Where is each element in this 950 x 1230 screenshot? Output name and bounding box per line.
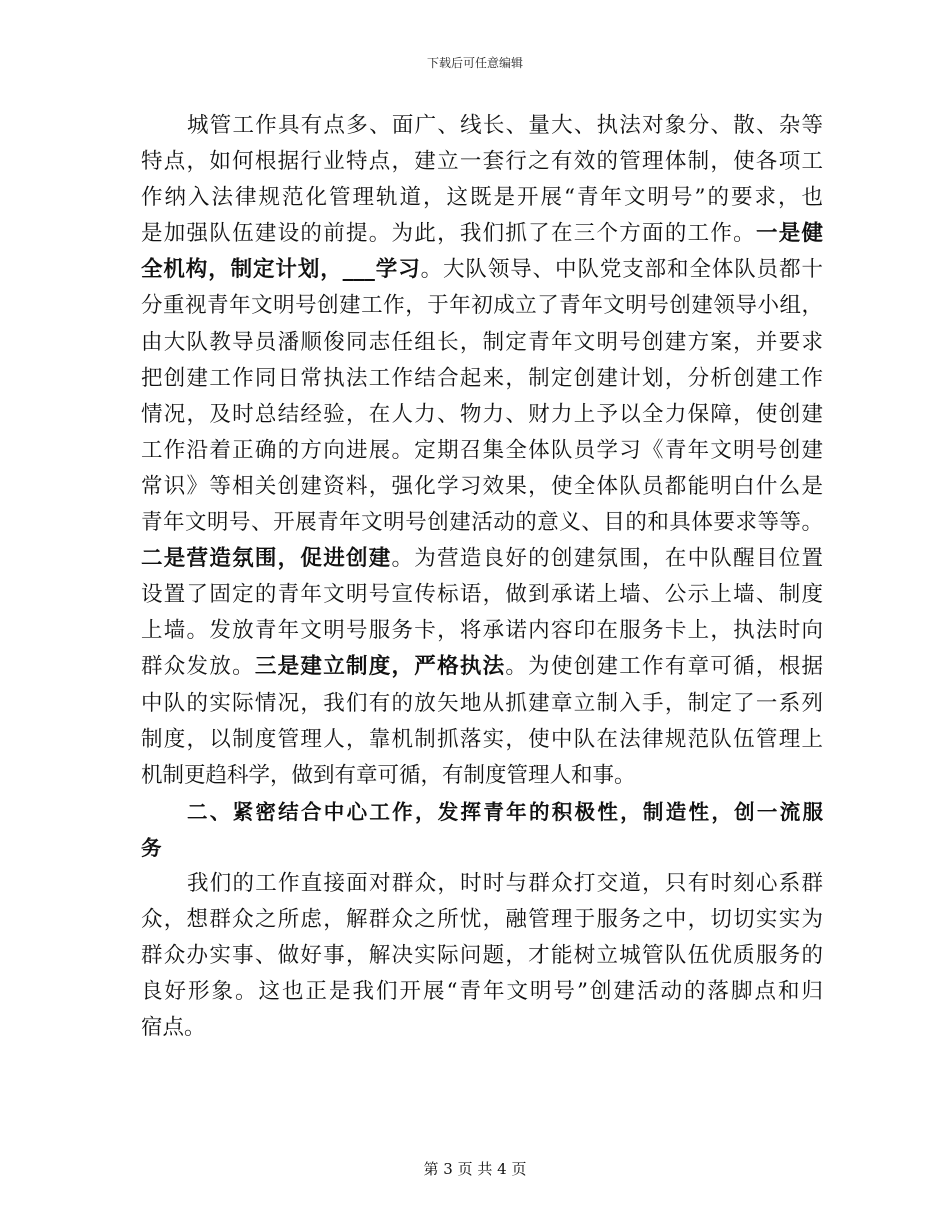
key-point-1-start: 一是健 (755, 221, 823, 247)
paragraph-1-line-4 (141, 216, 823, 252)
paragraph-1-line-18: 制度，以制度管理人，靠机制抓落实，使中队在法律规范队伍管理上 (141, 726, 823, 752)
paragraph-1-line-11: 常识》等相关创建资料，强化学习效果，使全体队员都能明白什么是 (141, 473, 823, 499)
paragraph-1-line-16-tail: 。为使创建工作有章可循，根据 (505, 654, 823, 680)
paragraph-1-line-4-text: 是加强队伍建设的前提。为此，我们抓了在三个方面的工作。 (141, 221, 756, 247)
paragraph-1-line-6: 分重视青年文明号创建工作，于年初成立了青年文明号创建领导小组， (141, 293, 823, 319)
paragraph-1-line-12: 青年文明号、开展青年文明号创建活动的意义、目的和具体要求等等。 (141, 510, 823, 536)
key-point-2: 二是营造氛围，促进创建 (141, 546, 392, 572)
paragraph-1-line-16 (141, 649, 823, 685)
section-heading-line-1: 二、紧密结合中心工作，发挥青年的积极性，制造性，创一流服 (187, 799, 823, 824)
paragraph-1-line-1: 城管工作具有点多、面广、线长、量大、执法对象分、散、杂等 (187, 113, 823, 138)
paragraph-1-line-10: 工作沿着正确的方向进展。定期召集全体队员学习《青年文明号创建 (141, 437, 823, 463)
page-header: 下载后可任意编辑 (426, 56, 523, 70)
paragraph-1-line-5 (141, 252, 823, 288)
section-heading-line-2: 务 (141, 835, 162, 860)
document-body (141, 108, 823, 1046)
paragraph-1-line-17: 中队的实际情况，我们有的放矢地从抓建章立制入手，制定了一系列 (141, 690, 823, 716)
paragraph-2-line-2: 众，想群众之所虑，解群众之所忧，融管理于服务之中，切切实实为 (141, 907, 823, 933)
paragraph-1-line-2: 特点，如何根据行业特点，建立一套行之有效的管理体制，使各项工 (141, 149, 823, 175)
paragraph-2-line-4: 良好形象。这也正是我们开展“青年文明号”创建活动的落脚点和归 (141, 979, 823, 1005)
key-point-1-end: 全机构，制定计划，___学习 (141, 257, 421, 283)
page-footer: 第 3 页 共 4 页 (423, 1160, 527, 1178)
paragraph-1-line-13-text: 。为营造良好的创建氛围，在中队醒目位置 (391, 546, 823, 572)
paragraph-1-line-16-text: 群众发放。 (141, 654, 255, 680)
paragraph-1-line-8: 把创建工作同日常执法工作结合起来，制定创建计划，分析创建工作 (141, 365, 823, 391)
paragraph-2-line-1: 我们的工作直接面对群众，时时与群众打交道，只有时刻心系群 (187, 870, 823, 896)
paragraph-1-line-15: 上墙。发放青年文明号服务卡，将承诺内容印在服务卡上，执法时向 (141, 618, 823, 644)
key-point-3: 三是建立制度，严格执法 (254, 654, 506, 680)
paragraph-2-line-3: 群众办实事、做好事，解决实际问题，才能树立城管队伍优质服务的 (141, 943, 823, 969)
paragraph-1-line-14: 设置了固定的青年文明号宣传标语，做到承诺上墙、公示上墙、制度 (141, 582, 823, 608)
paragraph-1-line-3: 作纳入法律规范化管理轨道，这既是开展“青年文明号”的要求，也 (141, 185, 823, 211)
paragraph-1-line-13 (141, 541, 823, 577)
paragraph-1-line-5-text: 。大队领导、中队党支部和全体队员都十 (420, 257, 823, 283)
paragraph-2-line-5: 宿点。 (141, 1015, 206, 1041)
paragraph-1-line-9: 情况，及时总结经验，在人力、物力、财力上予以全力保障，使创建 (141, 401, 823, 427)
paragraph-1-line-7: 由大队教导员潘顺俊同志任组长，制定青年文明号创建方案，并要求 (141, 329, 823, 355)
paragraph-1-line-19: 机制更趋科学，做到有章可循，有制度管理人和事。 (141, 762, 636, 788)
